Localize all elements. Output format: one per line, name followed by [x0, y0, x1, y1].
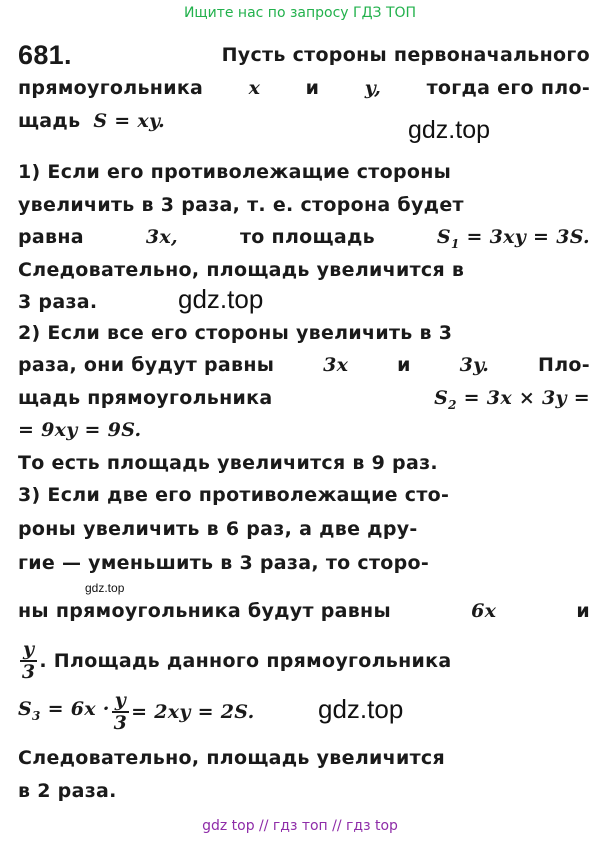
item1-line-4: Следовательно, площадь увеличится в	[18, 259, 465, 281]
text-fragment: и	[397, 354, 411, 376]
text-fragment: щадь	[18, 110, 81, 132]
item2-line-1: 2) Если все его стороны увеличить в 3	[18, 322, 453, 344]
problem-number: 681.	[18, 40, 72, 70]
item3-line-4	[18, 596, 590, 626]
math-var: 3x,	[145, 226, 178, 248]
item3-line-8: в 2 раза.	[18, 780, 117, 802]
fraction-y-over-3: $\frac{y}{3}$	[21, 638, 36, 683]
footer-links[interactable]: gdz top // гдз топ // гдз top	[202, 818, 398, 834]
math-formula: $S_3 = 6x$ ·	[18, 697, 110, 723]
problem-line-2	[18, 73, 590, 103]
item3-line-7: Следовательно, площадь увеличится	[18, 747, 445, 769]
math-formula: S = xy.	[93, 110, 166, 132]
math-var: 3x	[323, 354, 349, 376]
text-fragment: щадь прямоугольника	[18, 387, 273, 409]
item1-line-3	[18, 222, 590, 259]
text-fragment: тогда его пло-	[426, 77, 590, 99]
item2-line-2	[18, 350, 590, 380]
watermark-gdz-small: gdz.top	[85, 581, 125, 595]
problem-line-3	[18, 106, 590, 136]
item3-line-1: 3) Если две его противолежащие сто-	[18, 484, 450, 506]
text-fragment: равна	[18, 226, 84, 248]
item3-line-5	[18, 636, 590, 686]
item1-line-1: 1) Если его противолежащие стороны	[18, 161, 452, 183]
text-fragment: . Площадь данного прямоугольника	[39, 650, 452, 672]
math-var: x	[248, 77, 261, 99]
problem-line-1	[18, 40, 590, 70]
item3-line-3: гие — уменьшить в 3 раза, то сторо-	[18, 552, 430, 574]
item1-line-2: увеличить в 3 раза, т. е. сторона будет	[18, 194, 464, 216]
item2-line-4: = 9xy = 9S.	[18, 419, 142, 441]
watermark-gdz: gdz.top	[178, 284, 264, 314]
watermark-gdz: gdz.top	[318, 694, 404, 724]
item2-line-5: То есть площадь увеличится в 9 раз.	[18, 452, 438, 474]
problem-text: Пусть стороны первоначального	[221, 44, 590, 66]
text-fragment: и	[576, 600, 590, 622]
math-var: 6x	[471, 600, 497, 622]
math-formula: $S_2 = 3x \times 3y$ =	[434, 387, 590, 412]
text-fragment: ны прямоугольника будут равны	[18, 600, 391, 622]
math-formula: $S_1 = 3xy = 3S$.	[436, 226, 590, 251]
watermark-gdz: gdz.top	[408, 116, 491, 144]
text-fragment: раза, они будут равны	[18, 354, 275, 376]
item3-line-2: роны увеличить в 6 раз, а две дру-	[18, 518, 418, 540]
item1-line-5: 3 раза.	[18, 291, 98, 313]
item3-formula	[18, 686, 590, 738]
fraction-y-over-3: $\frac{y}{3}$	[113, 689, 128, 734]
text-fragment: то площадь	[239, 226, 375, 248]
text-fragment: и	[305, 77, 320, 99]
math-var: y,	[364, 77, 382, 99]
text-fragment: прямоугольника	[18, 77, 204, 99]
math-formula: = 2xy = 2S.	[131, 701, 255, 723]
text-fragment: Пло-	[538, 354, 590, 376]
math-var: 3y.	[459, 354, 490, 376]
search-banner: Ищите нас по запросу ГДЗ ТОП	[183, 5, 417, 21]
